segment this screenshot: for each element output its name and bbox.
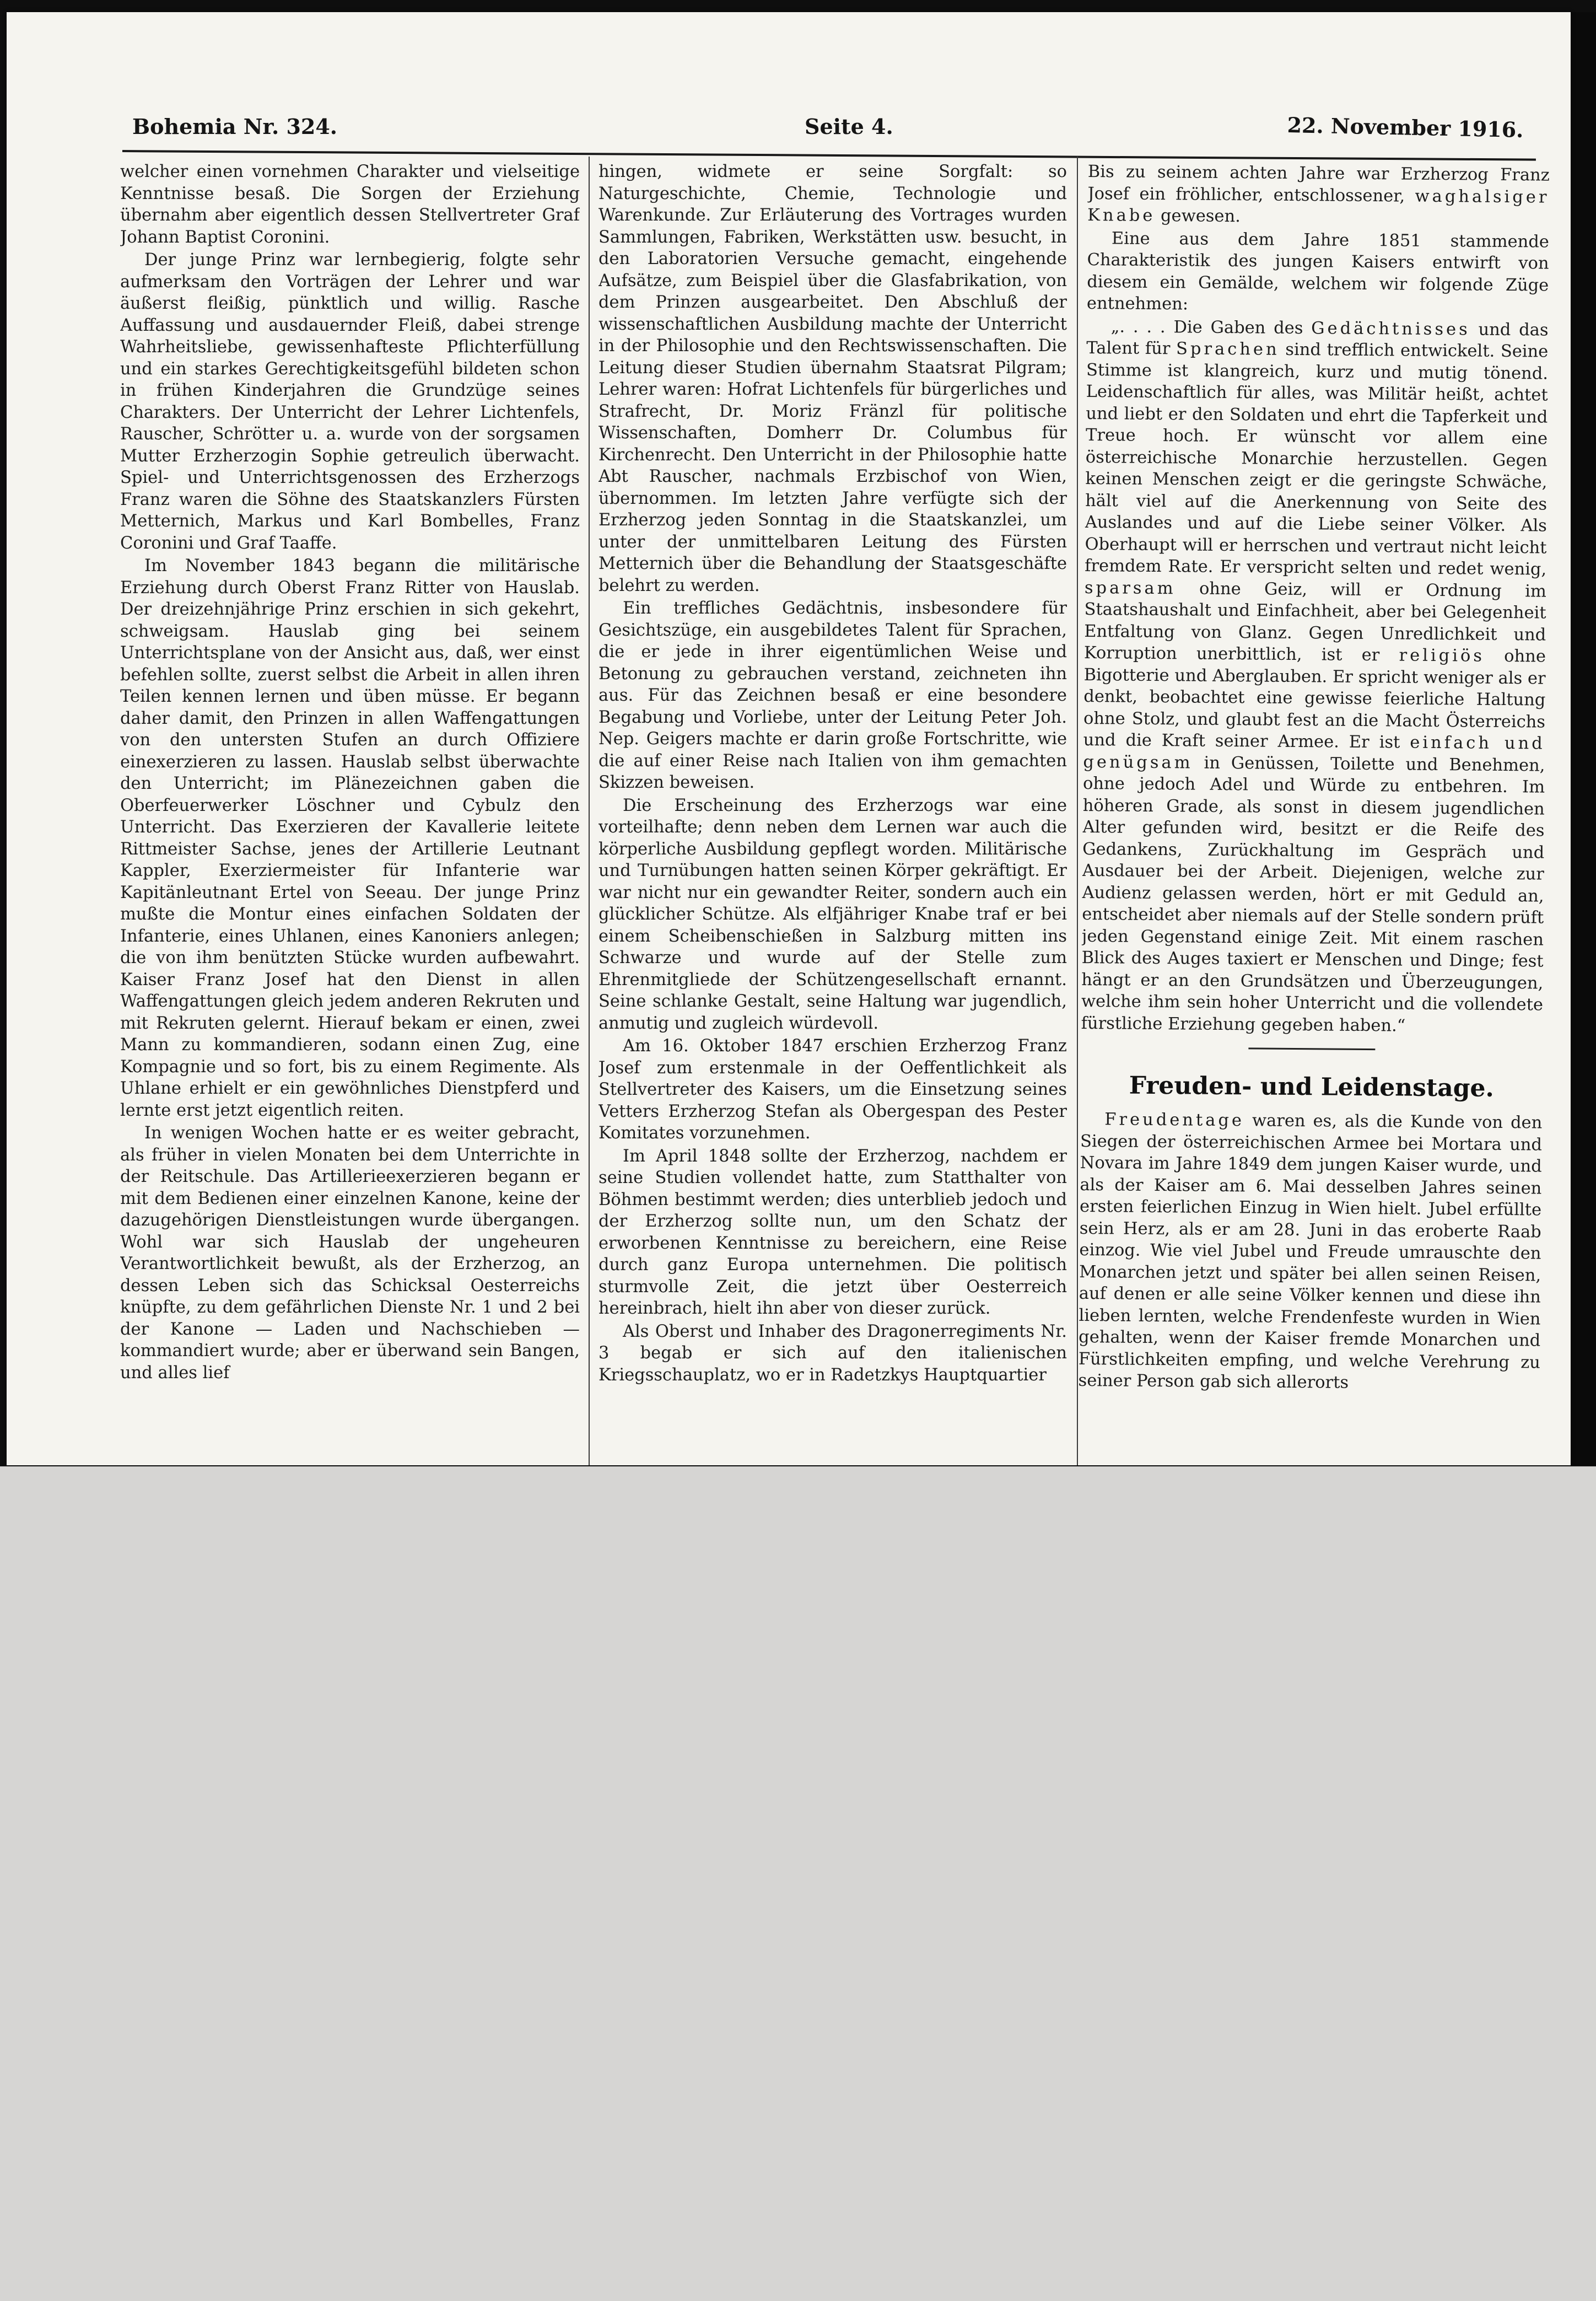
text-run: waren es, als die Kunde von den Siegen der österreichischen Armee bei Mortara und Novara im Jahre 1849 dem jungen Kaiser wurde, und als der Kaiser am 6. Mai desselben Jahres seinen ersten feierlichen Einzug in Wien hielt. Jubel erfüllte sein Herz, als er am 28. Juni in das eroberte Raab einzog. Wie viel Jubel und Freude umrauschte den Monarchen jetzt und später bei allen seinen Reisen, auf denen er alle seine Völker kennen und diese ihn lieben lernten, welche Frendenfeste wurden in Wien gehalten, wenn der Kaiser fremde Monarchen und Fürstlichkeiten empfing, und welche Verehrung zu seiner Person gab sich allerorts xyxy=(1078,1111,1543,1393)
text-run: in Genüssen, Toilette und Benehmen, ohne jedoch Adel und Würde zu entbehren. Im höheren Grade, als sonst in diesem jugendlichen Alter gefunden wird, besitzt er die Reife des Gedankens, Zurückhaltung im Gespräch und Ausdauer bei der Arbeit. Diejenigen, welche zur Audienz gelassen werden, hört er mit Geduld an, entscheidet aber niemals auf der Stelle sondern prüft jeden Gegenstand einige Zeit. Mit einem raschen Blick des Auges taxiert er Menschen und Dinge; fest hängt er an den Grundsätzen und Überzeugungen, welche ihm sein hoher Unterricht und die vollendete fürstliche Erziehung gegeben haben.“ xyxy=(1081,753,1545,1036)
column-divider-1 xyxy=(589,157,590,1465)
header-page-number: Seite 4. xyxy=(805,114,893,139)
text-run-spaced: religiös xyxy=(1399,646,1485,666)
paragraph: Die Erscheinung des Erzherzogs war eine vorteilhafte; denn neben dem Lernen war auch die körperliche Ausbildung gepflegt worden. Militärische und Turnübungen hatten seinen Körper gekräftigt. Er war nicht nur ein gewandter Reiter, sondern auch ein glücklicher Schütze. Als elfjähriger Knabe traf er bei einem Scheibenschießen in Salzburg mitten ins Schwarze und wurde auf der Stelle zum Ehrenmitgliede der Schützengesellschaft ernannt. Seine schlanke Gestalt, seine Haltung war jugendlich, anmutig und zugleich würdevoll. xyxy=(598,795,1067,1033)
scan-edge xyxy=(1571,12,1596,1465)
text-run: ohne Bigotterie und Aberglauben. Er spricht weniger als er denkt, beobachtet eine gewisse feierliche Haltung ohne Stolz, und glaubt fest an die Macht Österreichs und die Kraft seiner Armee. Er ist xyxy=(1083,646,1546,752)
text-run-spaced: Gedächtnisses xyxy=(1311,318,1470,339)
text-run-spaced: waghalsiger Knabe xyxy=(1087,186,1550,225)
text-column-2 xyxy=(598,161,1067,1465)
header-date: 22. November 1916. xyxy=(1287,112,1524,142)
text-run: und das Talent für xyxy=(1086,320,1549,359)
text-run: gewesen. xyxy=(1160,206,1241,227)
text-run-spaced: sparsam xyxy=(1084,578,1176,598)
paragraph: Im April 1848 sollte der Erzherzog, nachdem er seine Studien vollendet hatte, zum Statthalter von Böhmen bestimmt werden; dies unterblieb jedoch und der Erzherzog sollte nun, um den Schatz der erworbenen Kenntnisse zu bereichern, eine Reise durch ganz Europa unternehmen. Die politisch sturmvolle Zeit, die jetzt über Oesterreich hereinbrach, hielt ihn aber von dieser zurück. xyxy=(598,1146,1067,1318)
newspaper-page xyxy=(7,12,1571,1465)
paragraph: Als Oberst und Inhaber des Dragonerregiments Nr. 3 begab er sich auf den italienischen Kriegsschauplatz, wo er in Radetzkys Hauptquartier xyxy=(598,1321,1067,1385)
text-run-spaced: Freudentage xyxy=(1104,1110,1245,1131)
text-run-spaced: einfach und genügsam xyxy=(1083,733,1545,773)
section-heading: Freuden- und Leidenstage. xyxy=(1129,1071,1495,1103)
paragraph: Im November 1843 begann die militärische Erziehung durch Oberst Franz Ritter von Hauslab. Der dreizehnjährige Prinz erschien in sich gekehrt, schweigsam. Hauslab ging bei seinem Unterrichtsplane von der Ansicht aus, daß, wer einst befehlen sollte, zuerst selbst die Arbeit in allen ihren Teilen kennen lernen und üben müsse. Er begann daher damit, den Prinzen in allen Waffengattungen von den untersten Stufen an durch Offiziere einexerzieren zu lassen. Hauslab selbst überwachte den Unterricht; im Plänezeichnen gaben die Oberfeuerwerker Löschner und Cybulz den Unterricht. Das Exerzieren der Kavallerie leitete Rittmeister Sachse, jenes der Artillerie Leutnant Kappler, Exerziermeister für Infanterie war Kapitänleutnant Ertel von Seeau. Der junge Prinz mußte die Montur eines einfachen Soldaten der Infanterie, eines Uhlanen, eines Kanoniers anlegen; die von ihm benützten Stücke wurden aufbewahrt. Kaiser Franz Josef hat den Dienst in allen Waffengattungen gleich jedem anderen Rekruten und mit Rekruten gelernt. Hierauf bekam er einen, zwei Mann zu kommandieren, sodann einen Zug, eine Kompagnie und so fort, bis zu einem Regimente. Als Uhlane erhielt er ein gewöhnliches Dienstpferd und lernte erst jetzt eigentlich reiten. xyxy=(120,556,580,1120)
text-run: sind trefflich entwickelt. Seine Stimme ist klangreich, kurz und mutig tönend. Leidenschaftlich für alles, was Militär heißt, achtet und liebt er den Soldaten und ehrt die Tapferkeit und Treue hoch. Er wünscht vor allem eine österreichische Monarchie herzustellen. Gegen keinen Menschen zeigt er die geringste Schwäche, hält viel auf die Anerkennung von Seite des Auslandes und auf die Liebe seiner Völker. Als Oberhaupt will er herrschen und vertraut nicht leicht fremdem Rate. Er verspricht selten und redet wenig, xyxy=(1085,340,1549,579)
text-run: „. . . . Die Gaben des xyxy=(1110,316,1303,338)
column-divider-2 xyxy=(1077,157,1078,1465)
paragraph xyxy=(1087,161,1550,230)
paragraph: welcher einen vornehmen Charakter und vielseitige Kenntnisse besaß. Die Sorgen der Erziehung übernahm aber eigentlich dessen Stellvertreter Graf Johann Baptist Coronini. xyxy=(120,162,580,247)
section-rule xyxy=(1248,1047,1375,1050)
empty-scan-area xyxy=(0,1466,1596,2301)
header-publication: Bohemia Nr. 324. xyxy=(132,114,338,139)
paragraph: Ein treffliches Gedächtnis, insbesondere für Gesichtszüge, ein ausgebildetes Talent für Sprachen, die er jede in ihrer eigentümlichen Weise und Betonung zu gebrauchen verstand, zeichneten ihn aus. Für das Zeichnen besaß er eine besondere Begabung und Vorliebe, unter der Leitung Peter Joh. Nep. Geigers machte er darin große Fortschritte, wie die auf einer Reise nach Italien von ihm gemachten Skizzen beweisen. xyxy=(598,599,1067,792)
paragraph: Eine aus dem Jahre 1851 stammende Charakteristik des jungen Kaisers entwirft von diesem ein Gemälde, welchem wir folgende Züge entnehmen: xyxy=(1086,228,1550,314)
quotation-paragraph xyxy=(1081,315,1549,1037)
page-header xyxy=(132,114,1524,154)
paragraph: hingen, widmete er seine Sorgfalt: so Naturgeschichte, Chemie, Technologie und Warenkunde. Zur Erläuterung des Vortrages wurden Sammlungen, Fabriken, Werkstätten usw. besucht, in den Laboratorien Versuche gemacht, eingehende Aufsätze, zum Beispiel über die Glasfabrikation, von dem Prinzen ausgearbeitet. Den Abschluß der wissenschaftlichen Ausbildung machte der Unterricht in der Philosophie und den Rechtswissenschaften. Die Leitung dieser Studien übernahm Staatsrat Pilgram; Lehrer waren: Hofrat Lichtenfels für bürgerliches und Strafrecht, Dr. Moriz Fränzl für politische Wissenschaften, Domherr Dr. Columbus für Kirchenrecht. Den Unterricht in der Philosophie hatte Abt Rauscher, nachmals Erzbischof von Wien, übernommen. Im letzten Jahre verfügte sich der Erzherzog jeden Sonntag in die Staatskanzlei, um unter der unmittelbaren Leitung des Fürsten Metternich über die Behandlung der Staatsgeschäfte belehrt zu werden. xyxy=(598,162,1067,595)
paragraph: Der junge Prinz war lernbegierig, folgte sehr aufmerksam den Vorträgen der Lehrer und war äußerst fleißig, pünktlich und willig. Rasche Auffassung und ausdauernder Fleiß, dabei strenge Wahrheitsliebe, gewissenhafteste Pflichterfüllung und ein starkes Gerechtigkeitsgefühl bildeten schon in frühen Kinderjahren die Grundzüge seines Charakters. Der Unterricht der Lehrer Lichtenfels, Rauscher, Schrötter u. a. wurde von der sorgsamen Mutter Erzherzogin Sophie getreulich überwacht. Spiel- und Unterrichtsgenossen des Erzherzogs Franz waren die Söhne des Staatskanzlers Fürsten Metternich, Markus und Karl Bombelles, Franz Coronini und Graf Taaffe. xyxy=(120,250,580,553)
text-run: Bis zu seinem achten Jahre war Erzherzog Franz Josef ein fröhlicher, entschlossener, xyxy=(1087,162,1550,206)
text-run-spaced: Sprachen xyxy=(1176,339,1280,359)
text-run: ohne Geiz, will er Ordnung im Staatshaushalt und Einfachheit, aber bei Gelegenheit Entfaltung von Glanz. Gegen Unredlichkeit und Korruption unerbittlich, ist er xyxy=(1083,579,1547,665)
paragraph: In wenigen Wochen hatte er es weiter gebracht, als früher in vielen Monaten bei dem Unterrichte in der Reitschule. Das Artillerieexerzieren begann er mit dem Bedienen einer einzelnen Kanone, keine der dazugehörigen Dienstleistungen wurde übergangen. Wohl war sich Hauslab der ungeheuren Verantwortlichkeit bewußt, als der Erzherzog, an dessen Leben sich das Schicksal Oesterreichs knüpfte, zu dem gefährlichen Dienste Nr. 1 und 2 bei der Kanone — Laden und Nachschieben — kommandiert wurde; aber er überwand sein Bangen, und alles lief xyxy=(120,1123,580,1383)
paragraph xyxy=(1078,1109,1542,1395)
paragraph: Am 16. Oktober 1847 erschien Erzherzog Franz Josef zum erstenmale in der Oeffentlichkeit als Stellvertreter des Kaisers, um die Einsetzung seines Vetters Erzherzog Stefan als Obergespan des Pester Komitates vorzunehmen. xyxy=(598,1036,1067,1143)
text-column-3 xyxy=(1077,161,1550,1465)
text-column-1 xyxy=(120,161,580,1465)
